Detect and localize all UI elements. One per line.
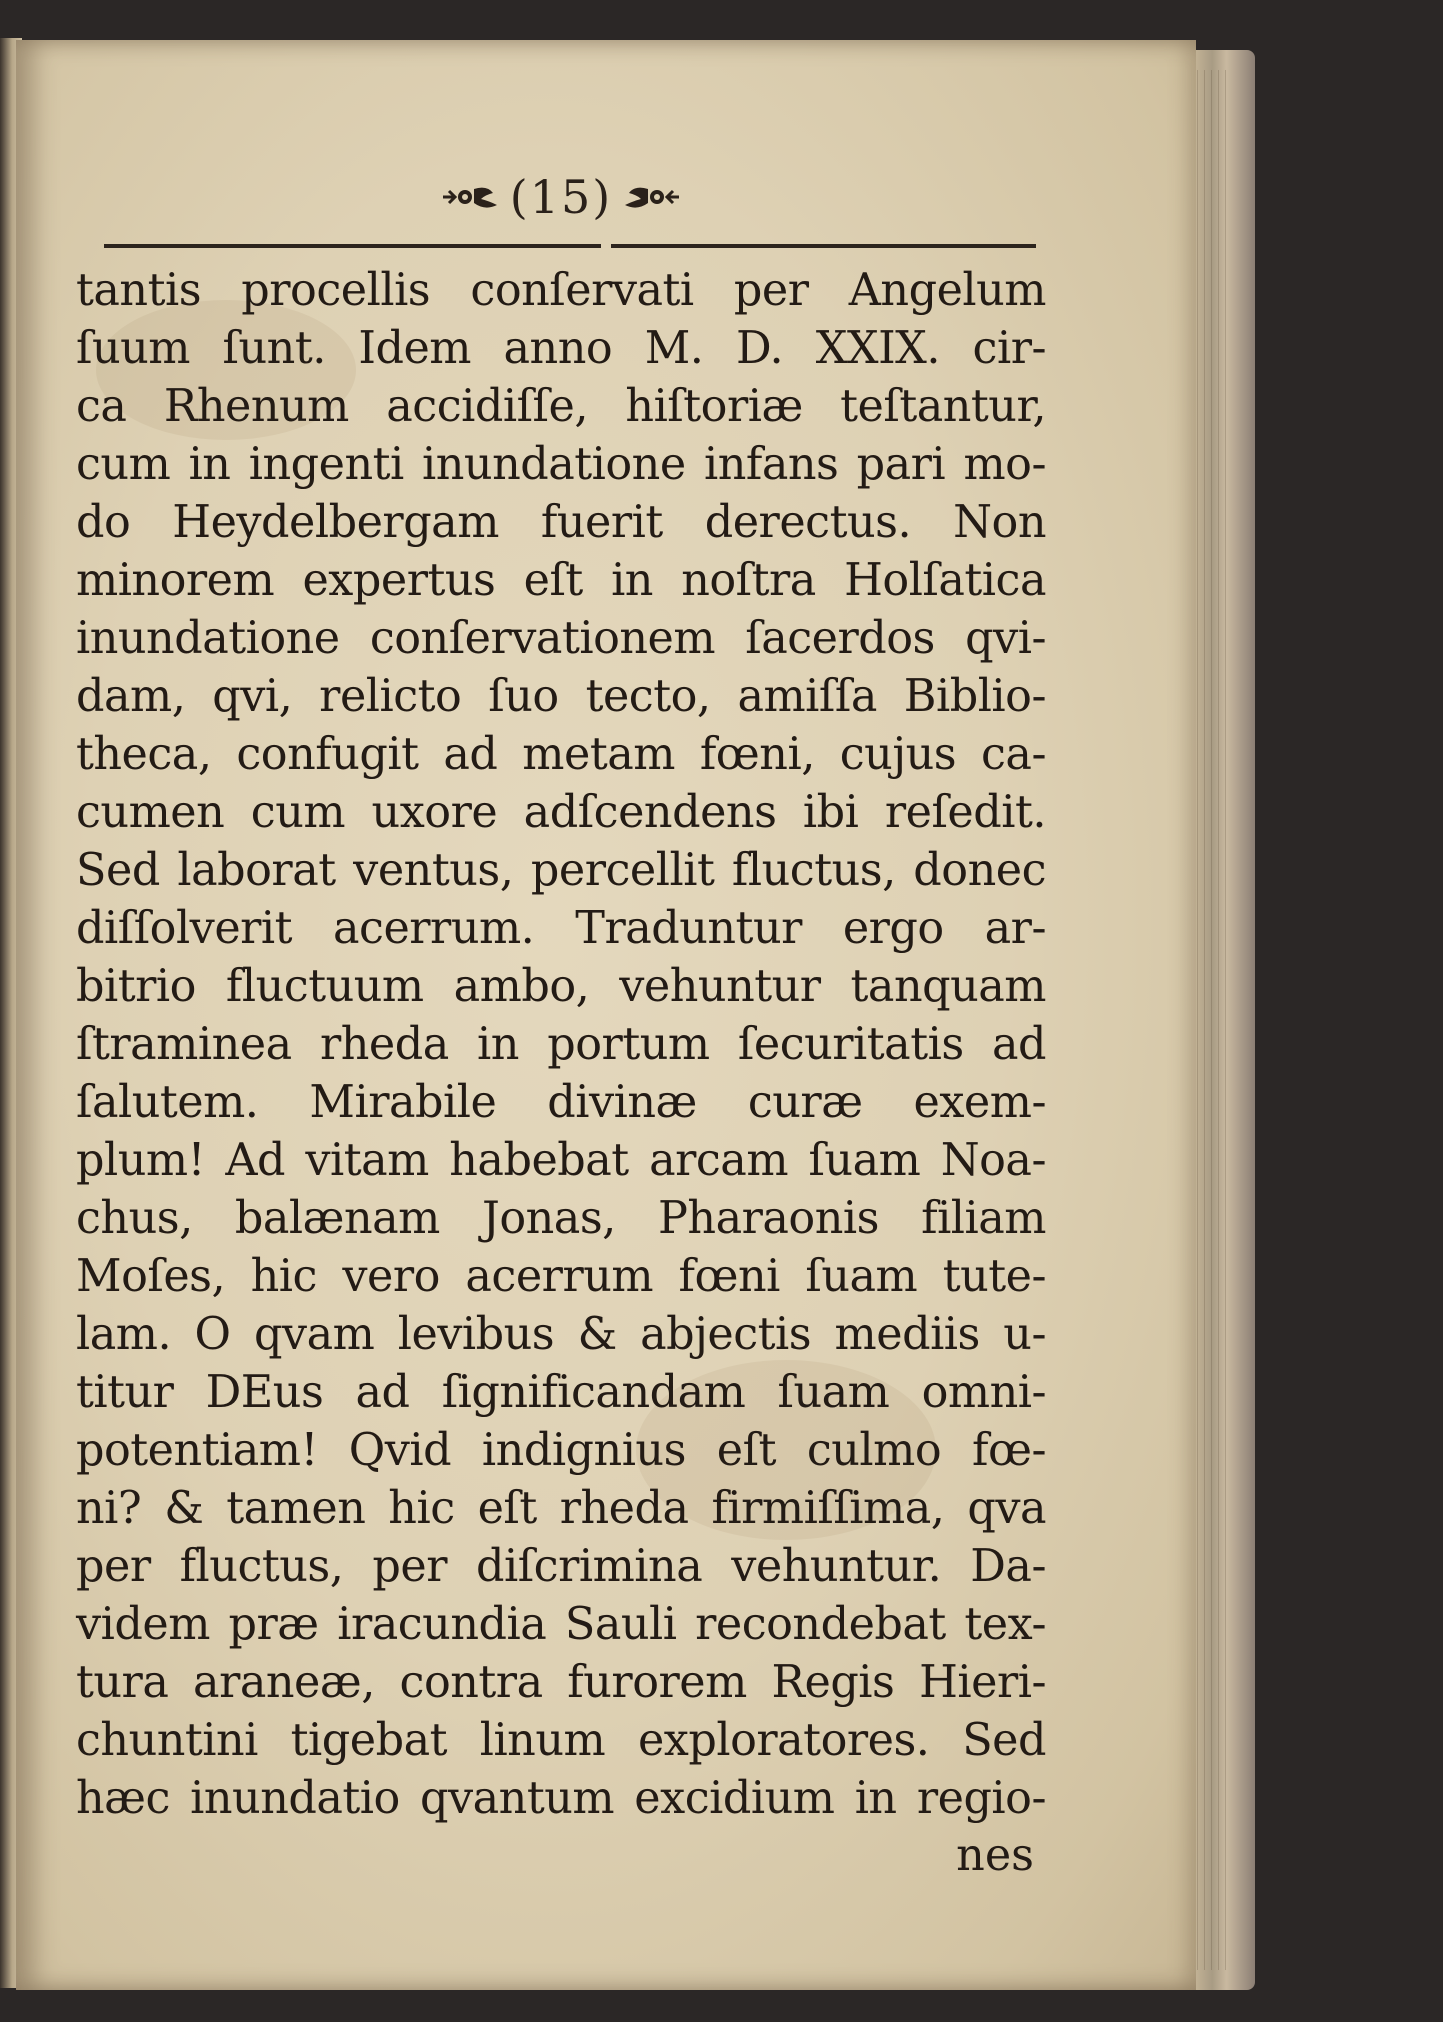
text-line: ca Rhenum accidiſſe, hiſtoriæ teſtantur, bbox=[76, 381, 1046, 432]
text-line: per fluctus, per diſcrimina vehuntur. Da- bbox=[76, 1541, 1046, 1592]
text-line: tura araneæ, contra furorem Regis Hieri- bbox=[76, 1657, 1046, 1708]
text-line: dam, qvi, relicto ſuo tecto, amiſſa Biblio- bbox=[76, 671, 1046, 722]
text-line: cum in ingenti inundatione infans pari mo- bbox=[76, 439, 1046, 490]
text-line: titur DEus ad ſignificandam ſuam omni- bbox=[76, 1367, 1046, 1418]
text-line: ſuum ſunt. Idem anno M. D. XXIX. cir- bbox=[76, 323, 1046, 374]
book-page bbox=[16, 40, 1196, 1990]
text-line: chus, balænam Jonas, Pharaonis filiam bbox=[76, 1193, 1046, 1244]
text-line: ni? & tamen hic eſt rheda firmiſſima, qva bbox=[76, 1483, 1046, 1534]
text-line: lam. O qvam levibus & abjectis mediis u- bbox=[76, 1309, 1046, 1360]
text-line: videm præ iracundia Sauli recondebat tex- bbox=[76, 1599, 1046, 1650]
header-rule bbox=[104, 244, 601, 248]
text-line: theca, confugit ad metam fœni, cujus ca- bbox=[76, 729, 1046, 780]
text-line: plum! Ad vitam habebat arcam ſuam Noa- bbox=[76, 1135, 1046, 1186]
text-line: hæc inundatio qvantum excidium in regio- bbox=[76, 1773, 1046, 1824]
text-line: bitrio fluctuum ambo, vehuntur tanquam bbox=[76, 961, 1046, 1012]
running-header bbox=[396, 170, 726, 230]
header-rule bbox=[611, 244, 1036, 248]
text-line: chuntini tigebat linum exploratores. Sed bbox=[76, 1715, 1046, 1766]
text-line: potentiam! Qvid indignius eſt culmo fœ- bbox=[76, 1425, 1046, 1476]
text-line: ſtraminea rheda in portum ſecuritatis ad bbox=[76, 1019, 1046, 1070]
text-line: Sed laborat ventus, percellit fluctus, donec bbox=[76, 845, 1046, 896]
fleuron-right-icon bbox=[621, 183, 681, 211]
text-line: tantis procellis conſervati per Angelum bbox=[76, 265, 1046, 316]
page-number: (15) bbox=[509, 170, 613, 224]
text-line: Moſes, hic vero acerrum fœni ſuam tute- bbox=[76, 1251, 1046, 1302]
text-line: minorem expertus eſt in noſtra Holſatica bbox=[76, 555, 1046, 606]
catchword: nes bbox=[956, 1830, 1034, 1881]
body-text bbox=[76, 262, 1046, 1828]
text-line: inundatione conſervationem ſacerdos qvi- bbox=[76, 613, 1046, 664]
text-line: diſſolverit acerrum. Traduntur ergo ar- bbox=[76, 903, 1046, 954]
fleuron-left-icon bbox=[441, 183, 501, 211]
text-line: do Heydelbergam fuerit derectus. Non bbox=[76, 497, 1046, 548]
text-line: cumen cum uxore adſcendens ibi reſedit. bbox=[76, 787, 1046, 838]
text-line: ſalutem. Mirabile divinæ curæ exem- bbox=[76, 1077, 1046, 1128]
